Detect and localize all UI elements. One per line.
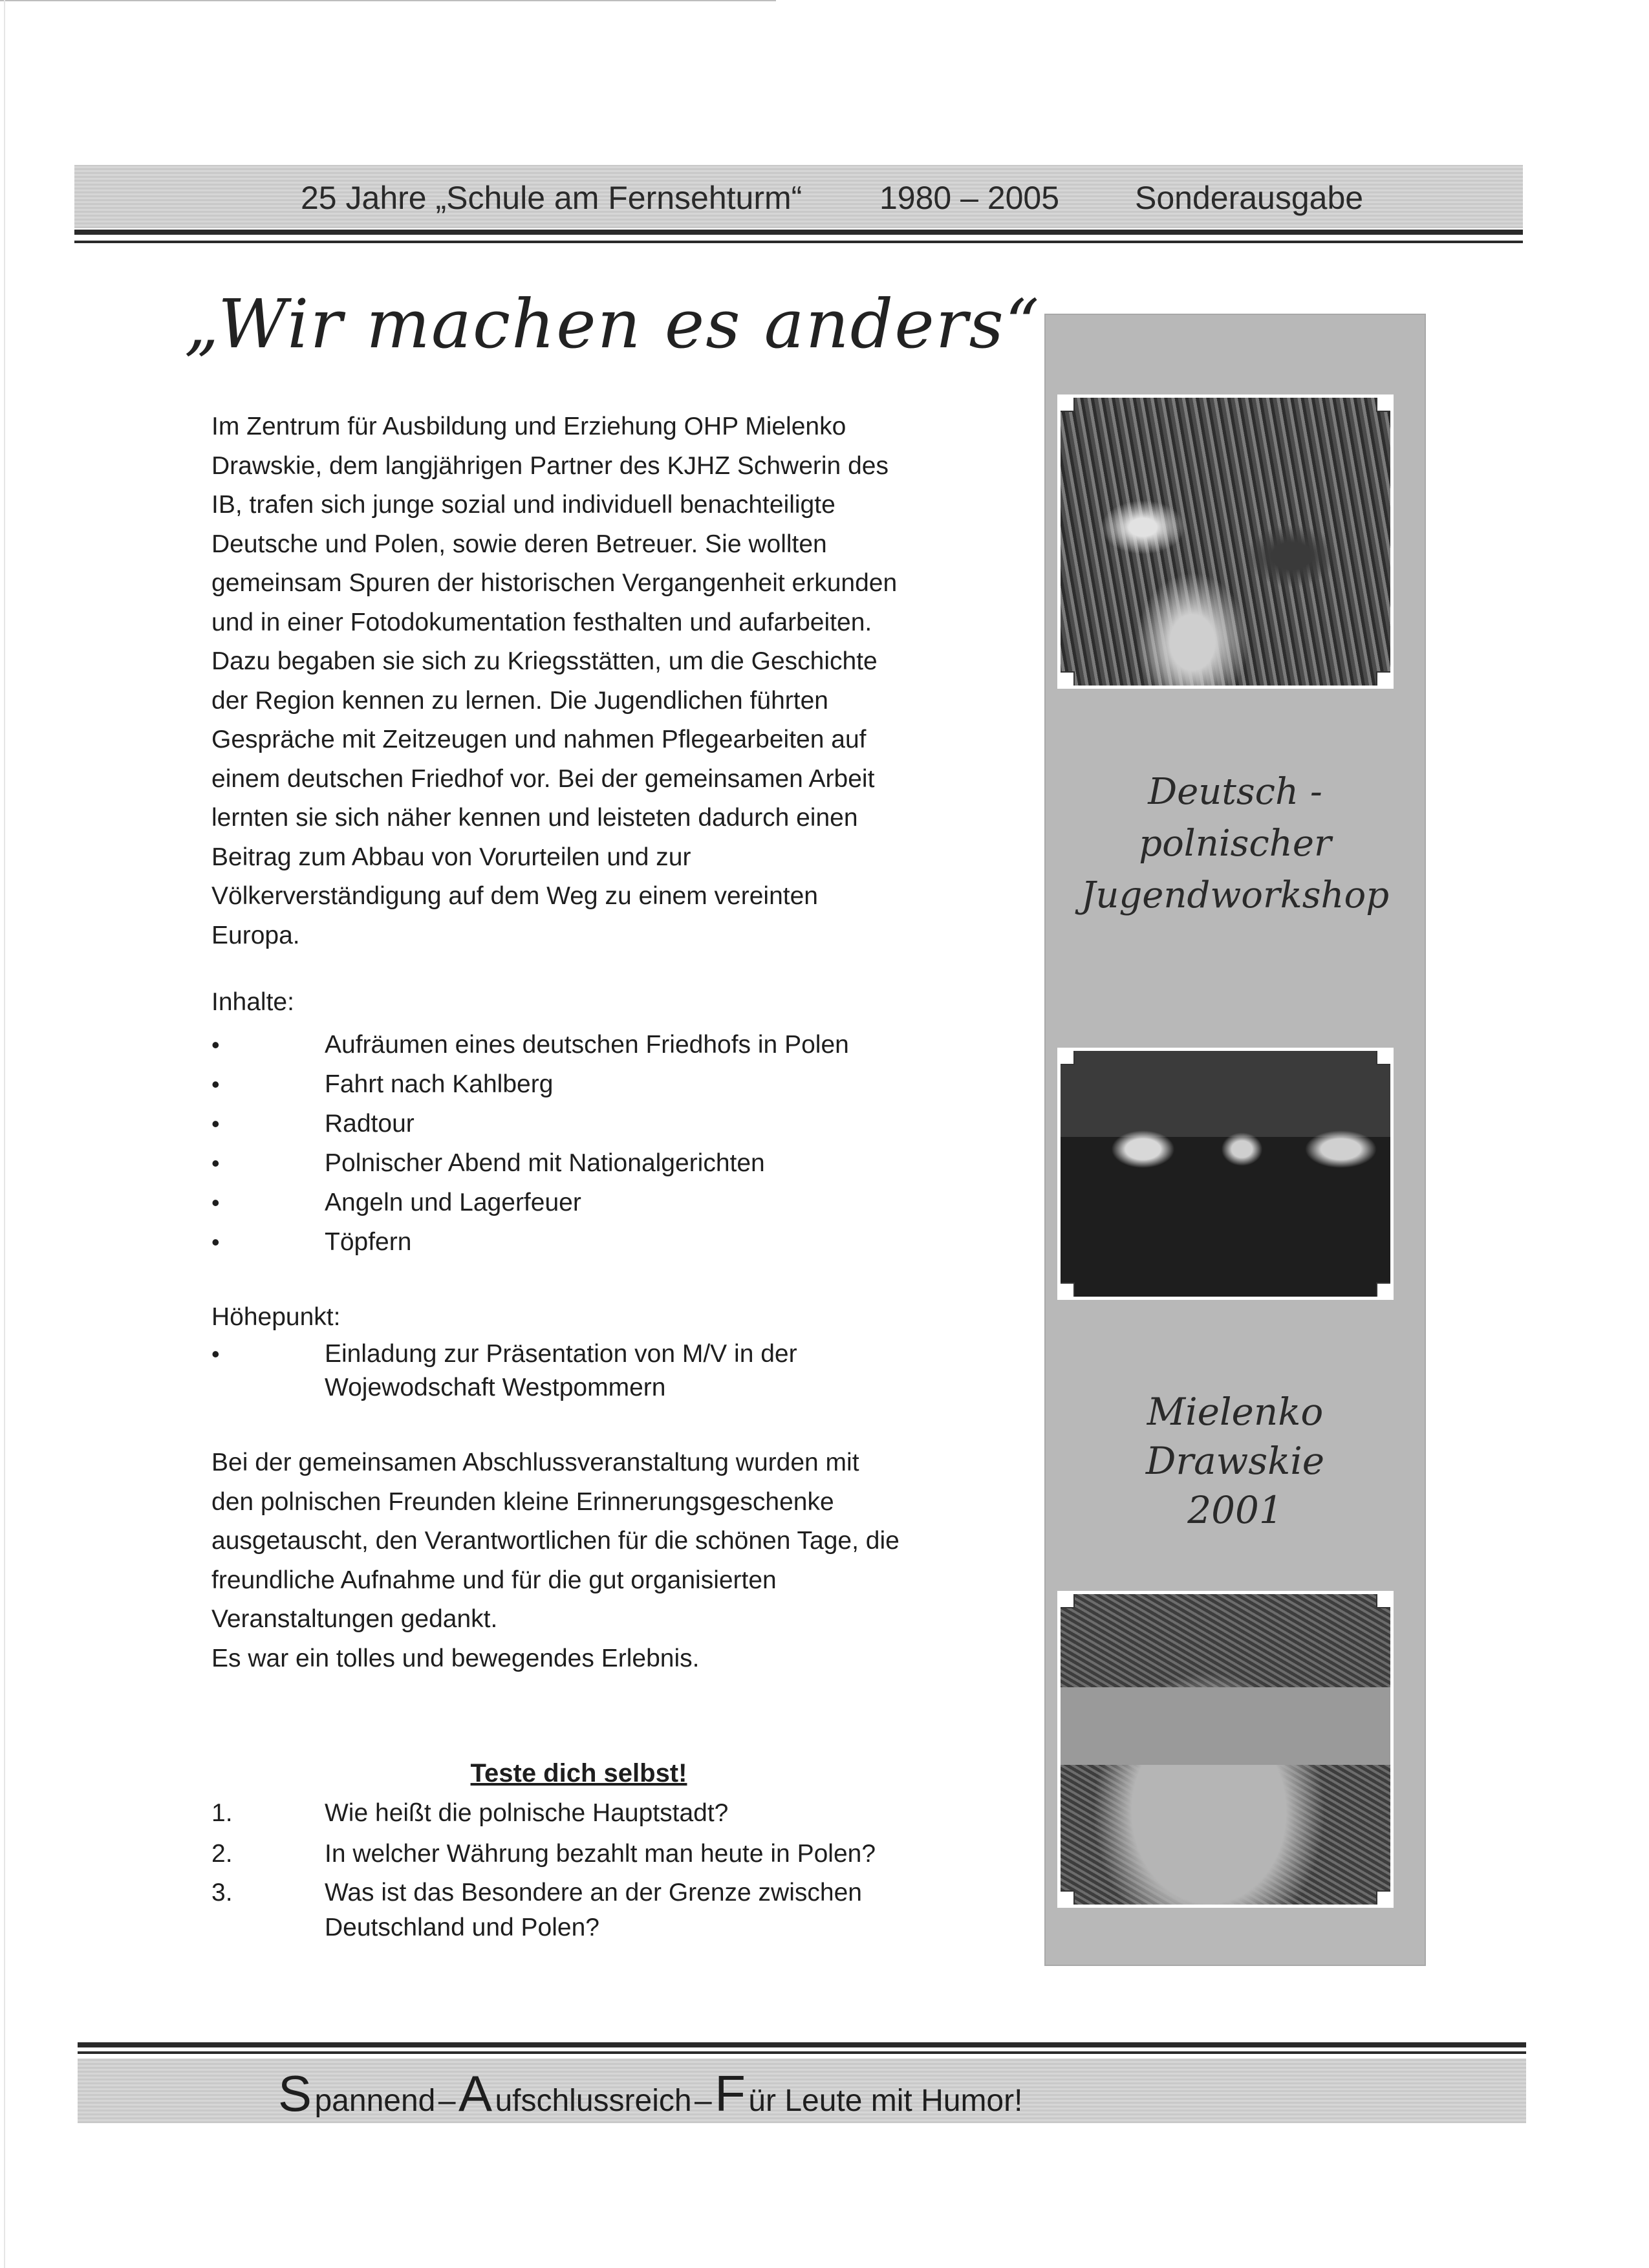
text-line: freundliche Aufnahme und für die gut organisierten xyxy=(211,1566,777,1594)
bullet: • xyxy=(211,1110,220,1137)
header-edition: Sonderausgabe xyxy=(1135,180,1364,216)
photo-corner xyxy=(1058,671,1075,688)
photo-corner xyxy=(1058,395,1075,412)
text-line: und in einer Fotodokumentation festhalten und aufarbeiten. xyxy=(211,608,872,636)
text-line: der Region kennen zu lernen. Die Jugendlichen führten xyxy=(211,686,828,715)
text-line: Europa. xyxy=(211,921,300,949)
text-line: lernten sie sich näher kennen und leisteten dadurch einen xyxy=(211,804,858,832)
footer-rule xyxy=(78,2042,1526,2047)
contents-label: Inhalte: xyxy=(211,988,294,1016)
photo-corner xyxy=(1376,671,1393,688)
header-rule xyxy=(74,230,1523,235)
photo-corner xyxy=(1376,1890,1393,1907)
photo-corner xyxy=(1376,1048,1393,1065)
photo-corner xyxy=(1058,1890,1075,1907)
highlight-label: Höhepunkt: xyxy=(211,1303,341,1331)
article-title: „Wir machen es anders“ xyxy=(184,285,1041,363)
sidebar-panel xyxy=(1044,314,1426,1966)
text-line: Es war ein tolles und bewegendes Erlebnis. xyxy=(211,1644,700,1672)
text-line: gemeinsam Spuren der historischen Vergangenheit erkunden xyxy=(211,569,898,597)
text-line: Deutsche und Polen, sowie deren Betreuer. Sie wollten xyxy=(211,530,827,558)
bullet: • xyxy=(211,1341,220,1367)
quiz-title: Teste dich selbst! xyxy=(470,1759,687,1787)
text-line: Drawskie, dem langjährigen Partner des KJHZ Schwerin des xyxy=(211,451,889,480)
header-years: 1980 – 2005 xyxy=(879,180,1060,216)
photo-corner xyxy=(1376,1282,1393,1299)
text-line: ausgetauscht, den Verantwortlichen für die schönen Tage, die xyxy=(211,1527,900,1555)
header-bar xyxy=(74,165,1523,228)
text-line: IB, trafen sich junge sozial und individuell benachteiligte xyxy=(211,491,835,519)
text-line: den polnischen Freunden kleine Erinnerungsgeschenke xyxy=(211,1487,834,1516)
bullet: • xyxy=(211,1031,220,1058)
page-edge-left xyxy=(4,0,5,2268)
text-line: Völkerverständigung auf dem Weg zu einem vereinten xyxy=(211,882,818,910)
bullet: • xyxy=(211,1229,220,1255)
place-title: Mielenko Drawskie 2001 xyxy=(1145,1390,1325,1532)
photo-corner xyxy=(1058,1592,1075,1608)
intro-paragraph xyxy=(211,407,1020,955)
bullet: • xyxy=(211,1150,220,1176)
workshop-title: Deutsch - polnischer Jugendworkshop xyxy=(1081,771,1390,916)
text-line: Veranstaltungen gedankt. xyxy=(211,1605,498,1633)
text-line: Im Zentrum für Ausbildung und Erziehung OHP Mielenko xyxy=(211,413,846,440)
bullet: • xyxy=(211,1189,220,1216)
photo-corner xyxy=(1376,395,1393,412)
photo-forest-work xyxy=(1057,394,1394,689)
text-line: Beitrag zum Abbau von Vorurteilen und zur xyxy=(211,843,691,871)
text-line: Dazu begaben sie sich zu Kriegsstätten, um die Geschichte xyxy=(211,647,878,675)
footer-slogan: S pannend – A ufschlussreich – F ür Leute mit Humor! xyxy=(278,2065,1023,2122)
photo-stone xyxy=(1057,1591,1394,1908)
outro-paragraph xyxy=(211,1443,1020,1678)
bullet: • xyxy=(211,1071,220,1097)
photo-corner xyxy=(1376,1592,1393,1608)
text-line: einem deutschen Friedhof vor. Bei der gemeinsamen Arbeit xyxy=(211,764,875,793)
text-line: Bei der gemeinsamen Abschlussveranstaltung wurden mit xyxy=(211,1449,859,1476)
text-line: Gespräche mit Zeitzeugen und nahmen Pflegearbeiten auf xyxy=(211,726,867,753)
header-rule xyxy=(74,241,1523,243)
photo-corner xyxy=(1058,1282,1075,1299)
photo-group xyxy=(1057,1048,1394,1300)
header-title: 25 Jahre „Schule am Fernsehturm“ xyxy=(301,180,803,216)
footer-rule xyxy=(78,2051,1526,2054)
photo-corner xyxy=(1058,1048,1075,1065)
page-edge-top xyxy=(0,0,776,1)
